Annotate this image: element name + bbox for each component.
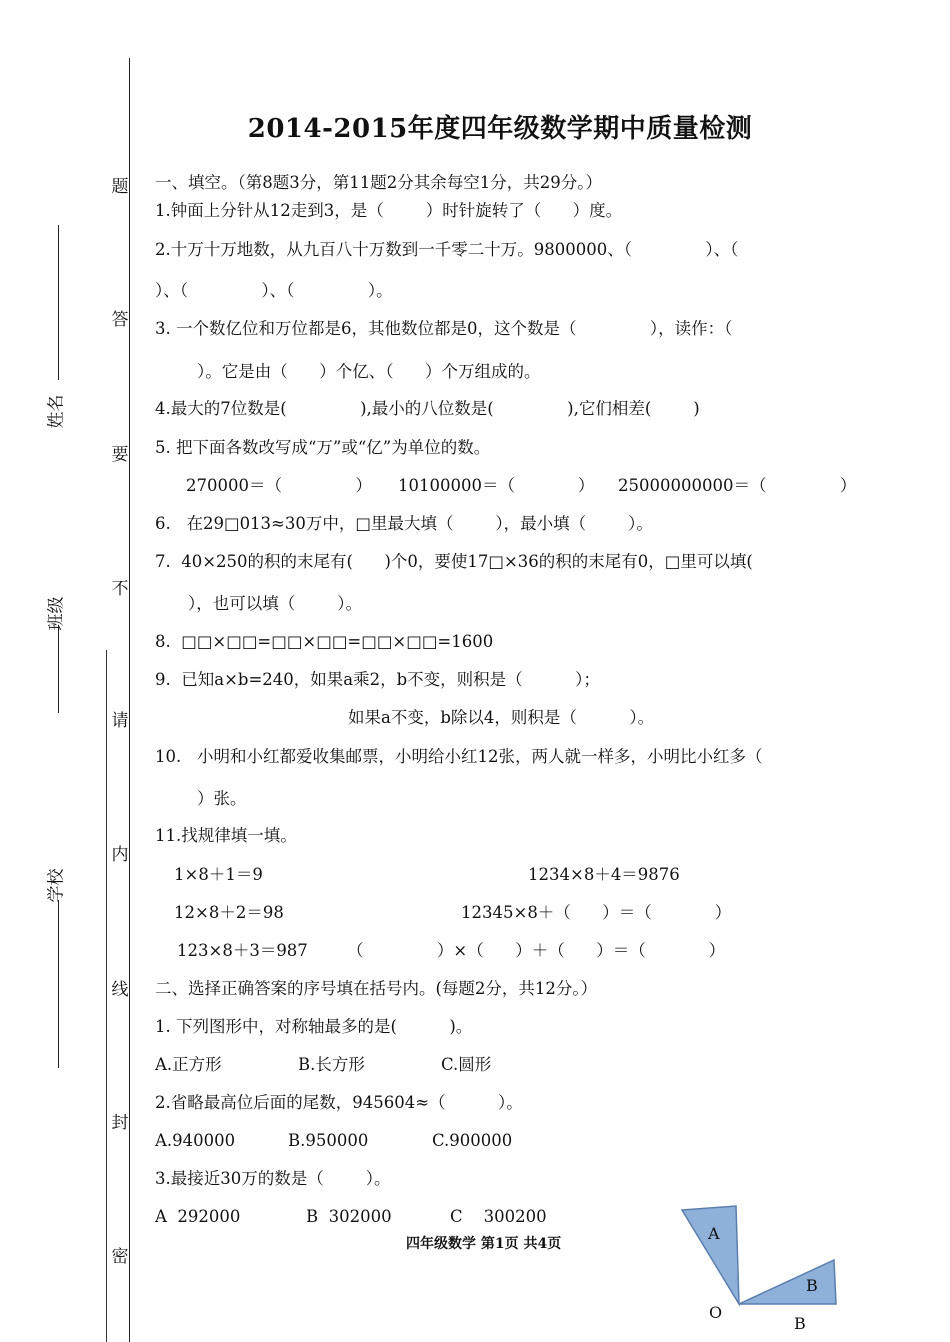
question-7-cont: ），也可以填（ ）。 <box>188 594 362 613</box>
name-field[interactable] <box>58 225 59 380</box>
question-9: 9. 已知a×b=240，如果a乘2，b不变，则积是（ ）； <box>155 670 600 689</box>
pattern-right: （ ）×（ ）＋（ ）＝（ ） <box>347 941 726 960</box>
choice-option: A.正方形 <box>155 1055 222 1074</box>
question-11: 11.找规律填一填。 <box>155 826 297 845</box>
question-5: 5. 把下面各数改写成“万”或“亿”为单位的数。 <box>155 438 491 457</box>
question-3: 3. 一个数亿位和万位都是6，其他数位都是0，这个数是（ ），读作：（ <box>155 319 733 338</box>
pattern-right: 1234×8＋4＝9876 <box>528 865 680 884</box>
label-o: O <box>709 1303 723 1322</box>
choice-option: C 300200 <box>450 1207 547 1226</box>
pattern-left: 1×8＋1＝9 <box>174 865 263 884</box>
binding-line <box>129 58 130 1342</box>
pattern-left: 123×8＋3＝987 <box>177 941 308 960</box>
pattern-right: 12345×8＋（ ）＝（ ） <box>461 903 732 922</box>
angle-diagram <box>676 1200 846 1342</box>
choice-question-3: 3.最接近30万的数是（ ）。 <box>155 1169 391 1188</box>
question-8: 8. □□×□□=□□×□□=□□×□□=1600 <box>155 632 494 651</box>
school-label: 学校 <box>46 868 67 903</box>
margin-char: 内 <box>111 845 129 865</box>
school-field[interactable] <box>58 900 59 1068</box>
choice-question-1: 1. 下列图形中，对称轴最多的是( )。 <box>155 1017 473 1036</box>
question-4: 4.最大的7位数是( ),最小的八位数是( ),它们相差( ) <box>155 399 700 418</box>
question-5-item: 270000＝（ ） <box>186 476 372 495</box>
class-field[interactable] <box>58 625 59 713</box>
section2-header: 二、选择正确答案的序号填在括号内。(每题2分，共12分。） <box>155 979 598 998</box>
question-7: 7. 40×250的积的末尾有( )个0，要使17□×36的积的末尾有0，□里可以填( <box>155 552 753 571</box>
question-1: 1.钟面上分针从12走到3，是（ ）时针旋转了（ ）度。 <box>155 201 623 220</box>
question-6: 6. 在29□013≈30万中，□里最大填（ ），最小填（ ）。 <box>155 514 653 533</box>
question-9-cont: 如果a不变，b除以4，则积是（ ）。 <box>348 708 655 727</box>
angle-figure <box>676 1200 846 1342</box>
margin-char: 题 <box>111 177 129 197</box>
triangle-b <box>739 1260 836 1304</box>
label-b-outer: B <box>794 1314 806 1333</box>
choice-question-2: 2.省略最高位后面的尾数，945604≈（ ）。 <box>155 1093 523 1112</box>
margin-char: 线 <box>111 980 129 1000</box>
question-5-item: 10100000＝（ ） <box>398 476 595 495</box>
margin-char: 密 <box>111 1247 129 1267</box>
margin-char: 封 <box>111 1113 129 1133</box>
triangle-a <box>682 1206 739 1304</box>
class-label: 班级 <box>46 596 67 631</box>
section1-header: 一、填空。（第8题3分，第11题2分其余每空1分，共29分。） <box>155 173 602 192</box>
question-2-cont: ）、（ ）、（ ）。 <box>155 281 393 300</box>
margin-char: 不 <box>111 579 129 599</box>
question-2: 2.十万十万地数，从九百八十万数到一千零二十万。9800000、（ ）、（ <box>155 240 739 259</box>
page-footer: 四年级数学 第1页 共4页 <box>406 1236 562 1252</box>
question-10: 10. 小明和小红都爱收集邮票，小明给小红12张，两人就一样多，小明比小红多（ <box>155 747 763 766</box>
binding-line-inner <box>106 650 107 1342</box>
margin-char: 要 <box>111 445 129 465</box>
question-5-item: 25000000000＝（ ） <box>618 476 857 495</box>
margin-char: 答 <box>111 310 129 330</box>
label-b-inner: B <box>806 1276 818 1295</box>
label-a: A <box>708 1224 720 1243</box>
question-3-cont: ）。它是由（ ）个亿、（ ）个万组成的。 <box>197 362 541 381</box>
question-10-cont: ）张。 <box>197 789 247 808</box>
name-label: 姓名 <box>46 394 67 429</box>
choice-option: C.圆形 <box>441 1055 492 1074</box>
choice-option: C.900000 <box>432 1131 513 1150</box>
choice-option: B.长方形 <box>298 1055 365 1074</box>
choice-option: A 292000 <box>155 1207 241 1226</box>
choice-option: B.950000 <box>288 1131 369 1150</box>
choice-option: B 302000 <box>306 1207 392 1226</box>
page-title: 2014-2015年度四年级数学期中质量检测 <box>247 114 753 144</box>
margin-char: 请 <box>111 711 129 731</box>
choice-option: A.940000 <box>155 1131 236 1150</box>
pattern-left: 12×8＋2＝98 <box>174 903 284 922</box>
